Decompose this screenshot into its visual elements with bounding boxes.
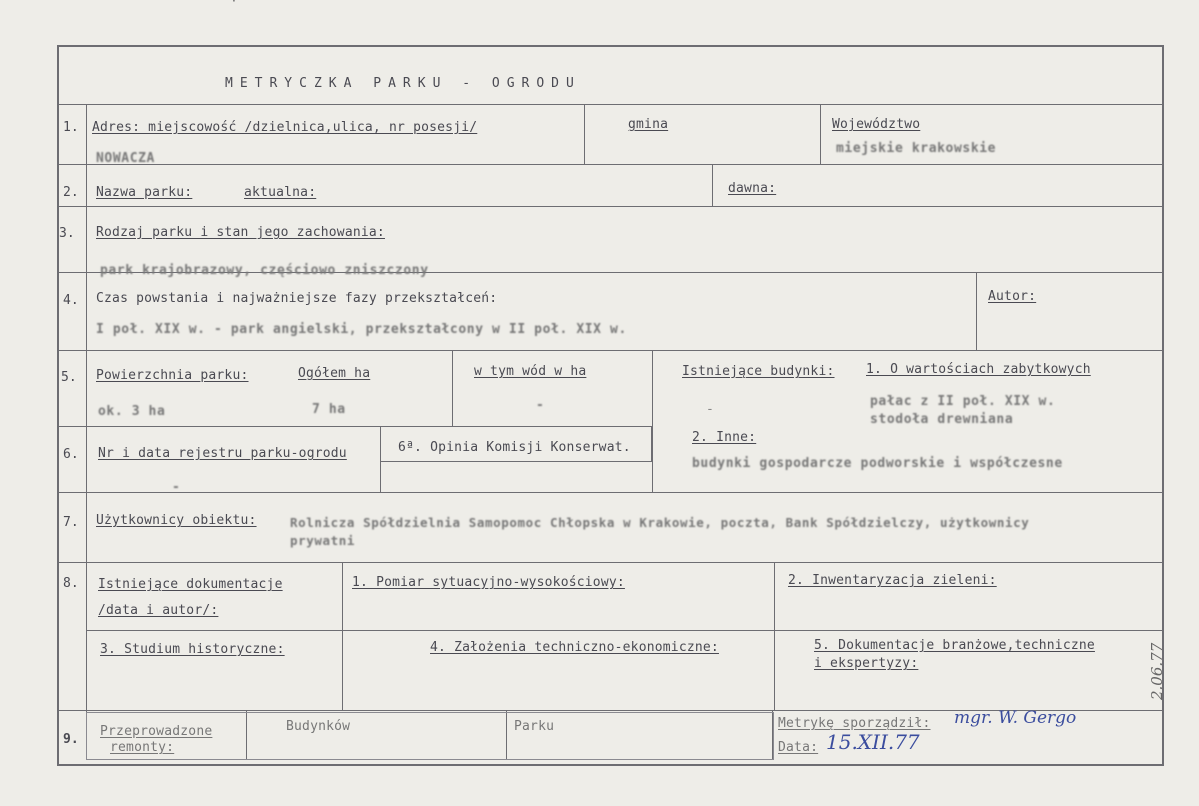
renovations-label-2: remonty: [110, 740, 175, 755]
row-number: 3. [59, 226, 75, 241]
users-value-1: Rolnicza Spółdzielnia Samopomoc Chłopska w Krakowie, poczta, Bank Spółdzielczy, użytkownicy [290, 515, 1030, 530]
cell-divider [584, 104, 585, 164]
author-label: Autor: [988, 289, 1037, 304]
industry-docs-label-2: i ekspertyzy: [814, 656, 919, 671]
total-area-label: Ogółem ha [298, 366, 371, 381]
wojewodztwo-label: Województwo [832, 117, 921, 132]
renovation-park-label: Parku [514, 719, 555, 734]
greenery-inventory-label: 2. Inwentaryzacja zieleni: [788, 573, 997, 588]
row-number: 5. [61, 370, 77, 385]
buildings-label: Istniejące budynki: [682, 364, 835, 379]
total-area-value: 7 ha [312, 402, 346, 417]
margin-pencil-note: 2.06.77 [1148, 642, 1166, 700]
users-value-2: prywatni [290, 533, 356, 548]
area-label: Powierzchnia parku: [96, 368, 249, 383]
top-edge-marks: · [230, 0, 239, 9]
row-number: 8. [63, 576, 79, 591]
address-label: Adres: miejscowość /dzielnica,ulica, nr posesji/ [92, 120, 478, 135]
buildings-dash: - [706, 402, 715, 417]
survey-label: 1. Pomiar sytuacyjno-wysokościowy: [352, 575, 625, 590]
row-number: 4. [63, 293, 79, 308]
other-buildings-label: 2. Inne: [692, 430, 757, 445]
register-value: - [172, 480, 181, 495]
row-number: 9. [63, 732, 79, 747]
historical-study-label: 3. Studium historyczne: [100, 642, 285, 657]
conservation-opinion-label: 6ª. Opinia Komisji Konserwat. [398, 440, 631, 455]
row-number: 1. [63, 120, 79, 135]
renovations-label-1: Przeprowadzone [100, 724, 213, 739]
address-value: NOWACZA [96, 151, 155, 166]
historic-buildings-value-2: stodoła drewniana [870, 412, 1014, 427]
register-label: Nr i data rejestru parku-ogrodu [98, 446, 347, 461]
cell-divider [452, 350, 453, 426]
cell-divider [342, 562, 343, 710]
row-divider [57, 562, 1162, 563]
cell-divider [976, 272, 977, 350]
cell-divider [820, 104, 821, 164]
cell-divider [652, 350, 653, 492]
area-value: ok. 3 ha [98, 404, 166, 419]
technical-assumptions-label: 4. Założenia techniczno-ekonomiczne: [430, 640, 719, 655]
former-name-label: dawna: [728, 181, 777, 196]
row-number: 2. [63, 185, 79, 200]
row-divider [57, 206, 1162, 207]
water-area-value: - [536, 398, 545, 413]
park-name-label: Nazwa parku: [96, 185, 193, 200]
gmina-label: gmina [628, 117, 669, 132]
park-type-value: park krajobrazowy, częściowo zniszczony [100, 263, 429, 278]
form-title: METRYCZKA PARKU - OGRODU [225, 76, 581, 91]
current-name-label: aktualna: [244, 185, 317, 200]
row-number: 7. [63, 515, 79, 530]
date-label: Data: [778, 740, 819, 755]
date-handwritten: 15.XII.77 [826, 730, 920, 754]
industry-docs-label-1: 5. Dokumentacje branżowe,techniczne [814, 638, 1095, 653]
documentation-label-1: Istniejące dokumentacje [98, 577, 283, 592]
row-divider [57, 164, 1162, 165]
other-buildings-value: budynki gospodarcze podworskie i współczesne [692, 456, 1063, 471]
renovation-buildings-label: Budynków [286, 719, 351, 734]
prepared-by-signature: mgr. W. Gergo [954, 708, 1077, 728]
wojewodztwo-value: miejskie krakowskie [836, 141, 997, 156]
prepared-by-label: Metrykę sporządził: [778, 716, 931, 731]
row-divider [57, 492, 1162, 493]
water-area-label: w tym wód w ha [474, 364, 587, 379]
row-divider [86, 630, 1162, 631]
row-divider [57, 104, 1162, 105]
historic-buildings-value-1: pałac z II poł. XIX w. [870, 394, 1056, 409]
users-label: Użytkownicy obiektu: [96, 513, 257, 528]
cell-divider [774, 562, 775, 710]
history-value: I poł. XIX w. - park angielski, przekształcony w II poł. XIX w. [96, 322, 627, 337]
number-column-line [86, 104, 87, 760]
row-number: 6. [63, 447, 79, 462]
documentation-label-2: /data i autor/: [98, 603, 219, 618]
cell-divider [712, 164, 713, 206]
history-label: Czas powstania i najważniejsze fazy przekształceń: [96, 291, 498, 306]
park-type-label: Rodzaj parku i stan jego zachowania: [96, 225, 385, 240]
historic-buildings-label: 1. O wartościach zabytkowych [866, 362, 1091, 377]
row-divider [57, 350, 1162, 351]
